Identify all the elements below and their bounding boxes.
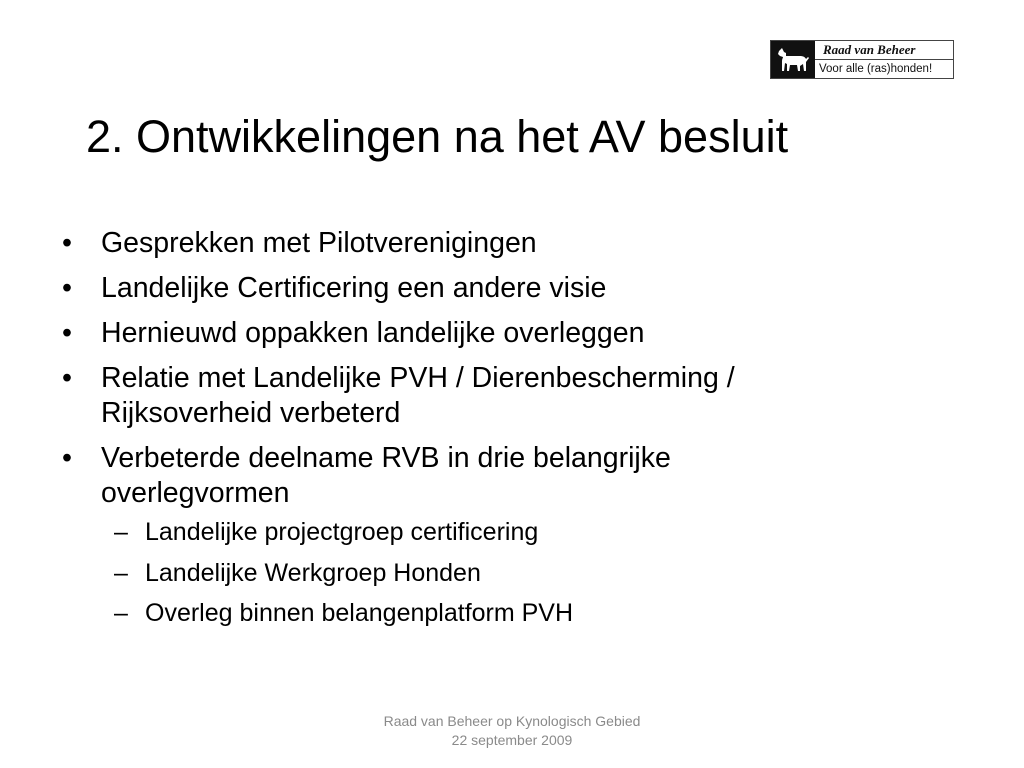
sub-bullet-text: Overleg binnen belangenplatform PVH [145, 599, 574, 627]
bullet-icon: • [62, 272, 72, 304]
logo-slogan: Voor alle (ras)honden! [819, 63, 933, 75]
bullet-icon: • [62, 227, 72, 259]
bullet-item [62, 316, 962, 351]
logo-name: Raad van Beheer [815, 41, 953, 60]
sub-bullet-text: Landelijke projectgroep certificering [145, 518, 539, 546]
bullet-text: Relatie met Landelijke PVH / Dierenbescherming / Rijksoverheid verbeterd [101, 362, 735, 429]
dash-icon: – [114, 558, 128, 587]
footer-date: 22 september 2009 [451, 732, 573, 748]
bullet-item [62, 441, 841, 511]
bullet-item [62, 226, 962, 261]
bullet-item [62, 271, 962, 306]
bullet-text: Gesprekken met Pilotverenigingen [101, 227, 537, 259]
sub-bullet-item [62, 517, 962, 547]
footer-organization: Raad van Beheer op Kynologisch Gebied [383, 713, 641, 729]
bullet-text: Hernieuwd oppakken landelijke overleggen [101, 317, 645, 349]
dash-icon: – [114, 599, 128, 627]
footer [312, 712, 712, 750]
sub-bullet-text: Landelijke Werkgroep Honden [145, 558, 481, 587]
bullet-item [62, 361, 901, 431]
sub-bullet-item [62, 558, 962, 588]
bullet-icon: • [62, 442, 72, 474]
dash-icon: – [114, 518, 128, 546]
sub-bullet-list [62, 517, 962, 628]
bullet-icon: • [62, 317, 72, 349]
bullet-icon: • [62, 362, 72, 394]
slide-title: 2. Ontwikkelingen na het AV besluit [86, 111, 789, 162]
logo [770, 40, 954, 79]
slide-content [62, 226, 962, 639]
bullet-text: Verbeterde deelname RVB in drie belangrijke overlegvormen [101, 442, 671, 509]
bullet-text: Landelijke Certificering een andere visie [101, 272, 607, 304]
dog-icon [771, 41, 815, 78]
sub-bullet-item [62, 598, 962, 628]
